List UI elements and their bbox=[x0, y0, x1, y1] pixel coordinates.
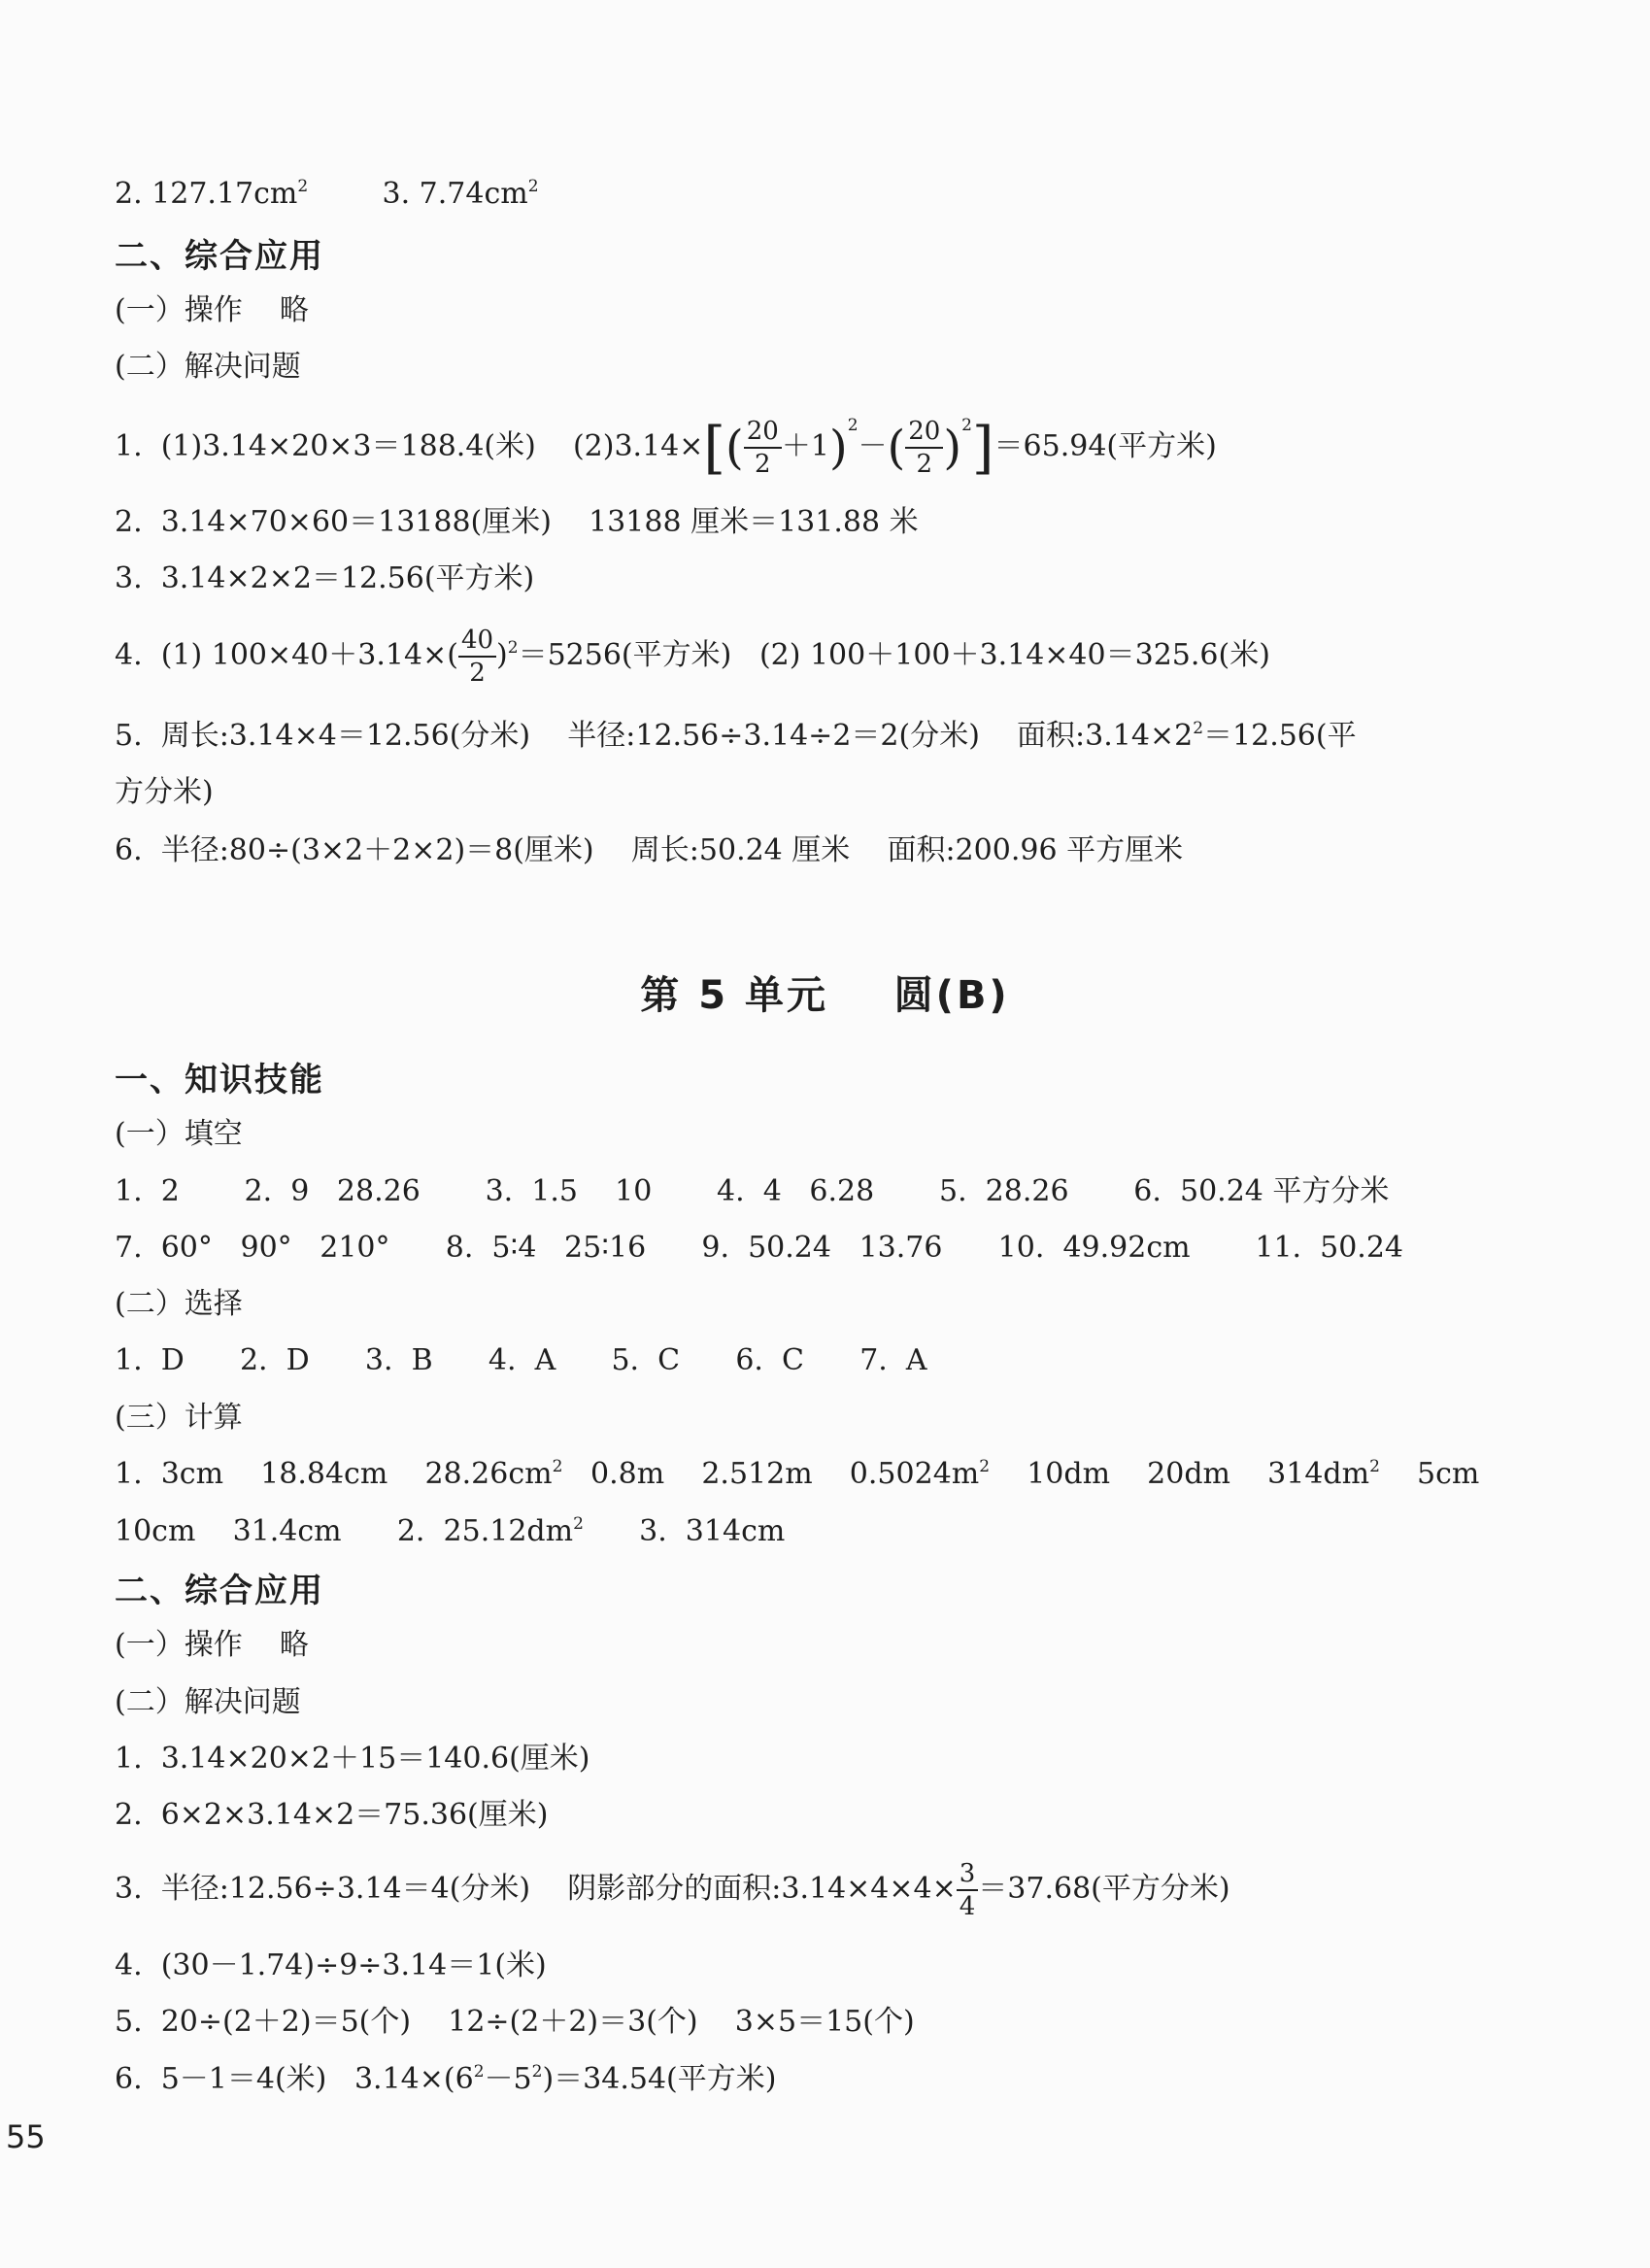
left-bracket: [ bbox=[703, 415, 726, 481]
calc-text: 10cm 31.4cm 2. 25.12dm bbox=[115, 1514, 574, 1548]
problem-4-text: 4. (1) 100×40＋3.14×( bbox=[115, 638, 458, 672]
problem-5 bbox=[115, 717, 1357, 756]
choice-answers: 1. D 2. D 3. B 4. A 5. C 6. C 7. A bbox=[115, 1343, 927, 1377]
plus-term: ＋1 bbox=[781, 429, 829, 463]
page-number: 55 bbox=[6, 2118, 46, 2155]
subsection-heading-fill: (一）填空 bbox=[115, 1117, 243, 1151]
problem-b-6-text: －5 bbox=[484, 2062, 532, 2096]
superscript: 2 bbox=[527, 177, 539, 196]
problem-1-result: ＝65.94(平方米) bbox=[993, 429, 1217, 463]
problem-4-result: ＝5256(平方米) (2) 100＋100＋3.14×40＝325.6(米) bbox=[518, 638, 1270, 672]
fraction bbox=[458, 627, 496, 686]
superscript: 2 bbox=[979, 1457, 991, 1476]
answer-2-area: 2. 127.17cm bbox=[115, 177, 298, 211]
numerator: 20 bbox=[905, 419, 943, 449]
right-bracket: ] bbox=[971, 415, 994, 481]
calc-text: 10dm 20dm 314dm bbox=[990, 1457, 1370, 1491]
problem-b-3-result: ＝37.68(平方分米) bbox=[978, 1872, 1230, 1906]
problem-b-3-text: 3. 半径:12.56÷3.14＝4(分米) 阴影部分的面积:3.14×4×4× bbox=[115, 1872, 957, 1906]
calc-text: 0.8m 2.512m 0.5024m bbox=[562, 1457, 980, 1491]
superscript: 2 bbox=[552, 1457, 563, 1476]
superscript: 2 bbox=[473, 2062, 485, 2082]
fill-answers-line-1: 1. 2 2. 9 28.26 3. 1.5 10 4. 4 6.28 5. 28.26 6. 50.24 平方分米 bbox=[115, 1174, 1390, 1208]
denominator: 2 bbox=[755, 450, 771, 479]
problem-b-2: 2. 6×2×3.14×2＝75.36(厘米) bbox=[115, 1798, 549, 1832]
denominator: 2 bbox=[916, 450, 933, 479]
superscript: 2 bbox=[507, 638, 519, 658]
problem-b-5: 5. 20÷(2＋2)＝5(个) 12÷(2＋2)＝3(个) 3×5＝15(个) bbox=[115, 2005, 915, 2039]
section-heading-knowledge: 一、知识技能 bbox=[115, 1061, 324, 1100]
superscript: 2 bbox=[1193, 719, 1204, 738]
calc-text: 3. 314cm bbox=[583, 1514, 786, 1548]
subsection-heading-calc: (三）计算 bbox=[115, 1401, 243, 1435]
operation-line-b: (一）操作 略 bbox=[115, 1628, 309, 1662]
right-paren: ) bbox=[828, 421, 848, 475]
left-paren: ( bbox=[725, 421, 744, 475]
problem-b-6 bbox=[115, 2060, 776, 2099]
numerator: 3 bbox=[957, 1861, 979, 1891]
fraction bbox=[957, 1861, 979, 1919]
numerator: 40 bbox=[458, 627, 496, 658]
problem-b-6-text: 6. 5－1＝4(米) 3.14×(6 bbox=[115, 2062, 474, 2096]
problem-6: 6. 半径:80÷(3×2＋2×2)＝8(厘米) 周长:50.24 厘米 面积:200.96 平方厘米 bbox=[115, 833, 1184, 867]
problem-5-result: ＝12.56(平 bbox=[1203, 719, 1357, 753]
superscript: 2 bbox=[531, 2062, 543, 2082]
calc-text: 1. 3cm 18.84cm 28.26cm bbox=[115, 1457, 553, 1491]
problem-1-text: 1. (1)3.14×20×3＝188.4(米) (2)3.14× bbox=[115, 429, 704, 463]
fraction bbox=[905, 419, 943, 477]
superscript: 2 bbox=[847, 416, 859, 435]
left-paren: ( bbox=[887, 421, 906, 475]
problem-b-3 bbox=[115, 1855, 1230, 1923]
problem-2: 2. 3.14×70×60＝13188(厘米) 13188 厘米＝131.88 米 bbox=[115, 505, 919, 539]
answer-3-area: 3. 7.74cm bbox=[382, 177, 528, 211]
problem-b-1: 1. 3.14×20×2＋15＝140.6(厘米) bbox=[115, 1742, 590, 1776]
problem-1 bbox=[115, 413, 1217, 481]
section-heading-applied: 二、综合应用 bbox=[115, 237, 324, 276]
subsection-heading-solve: (二）解决问题 bbox=[115, 350, 301, 384]
paren: ) bbox=[496, 638, 508, 672]
section-heading-applied-b: 二、综合应用 bbox=[115, 1572, 324, 1610]
problem-b-6-result: )＝34.54(平方米) bbox=[542, 2062, 777, 2096]
right-paren: ) bbox=[943, 421, 962, 475]
unit-title: 第 5 单元 圆(B) bbox=[640, 973, 1010, 1018]
superscript: 2 bbox=[961, 416, 972, 435]
problem-b-4: 4. (30－1.74)÷9÷3.14＝1(米) bbox=[115, 1948, 547, 1982]
problem-3: 3. 3.14×2×2＝12.56(平方米) bbox=[115, 561, 535, 595]
numerator: 20 bbox=[744, 419, 782, 449]
calc-text: 5cm bbox=[1379, 1457, 1480, 1491]
problem-5-text: 5. 周长:3.14×4＝12.56(分米) 半径:12.56÷3.14÷2＝2(分米) 面积:3.14×2 bbox=[115, 719, 1194, 753]
fill-answers-line-2: 7. 60° 90° 210° 8. 5∶4 25∶16 9. 50.24 13.76 10. 49.92cm 11. 50.24 bbox=[115, 1231, 1404, 1265]
fraction bbox=[744, 419, 782, 477]
superscript: 2 bbox=[1369, 1457, 1380, 1476]
operation-line: (一）操作 略 bbox=[115, 293, 309, 327]
problem-5-continued: 方分米) bbox=[115, 775, 214, 809]
superscript: 2 bbox=[573, 1514, 584, 1534]
denominator: 2 bbox=[469, 659, 486, 688]
superscript: 2 bbox=[297, 177, 309, 196]
problem-4 bbox=[115, 622, 1270, 690]
subsection-heading-choice: (二）选择 bbox=[115, 1287, 243, 1321]
subsection-heading-solve-b: (二）解决问题 bbox=[115, 1685, 301, 1719]
calc-answers-line-2 bbox=[115, 1512, 785, 1551]
minus-sign: － bbox=[858, 429, 888, 463]
calc-answers-line-1 bbox=[115, 1455, 1479, 1494]
answer-line-area bbox=[115, 175, 539, 214]
denominator: 4 bbox=[959, 1892, 976, 1921]
